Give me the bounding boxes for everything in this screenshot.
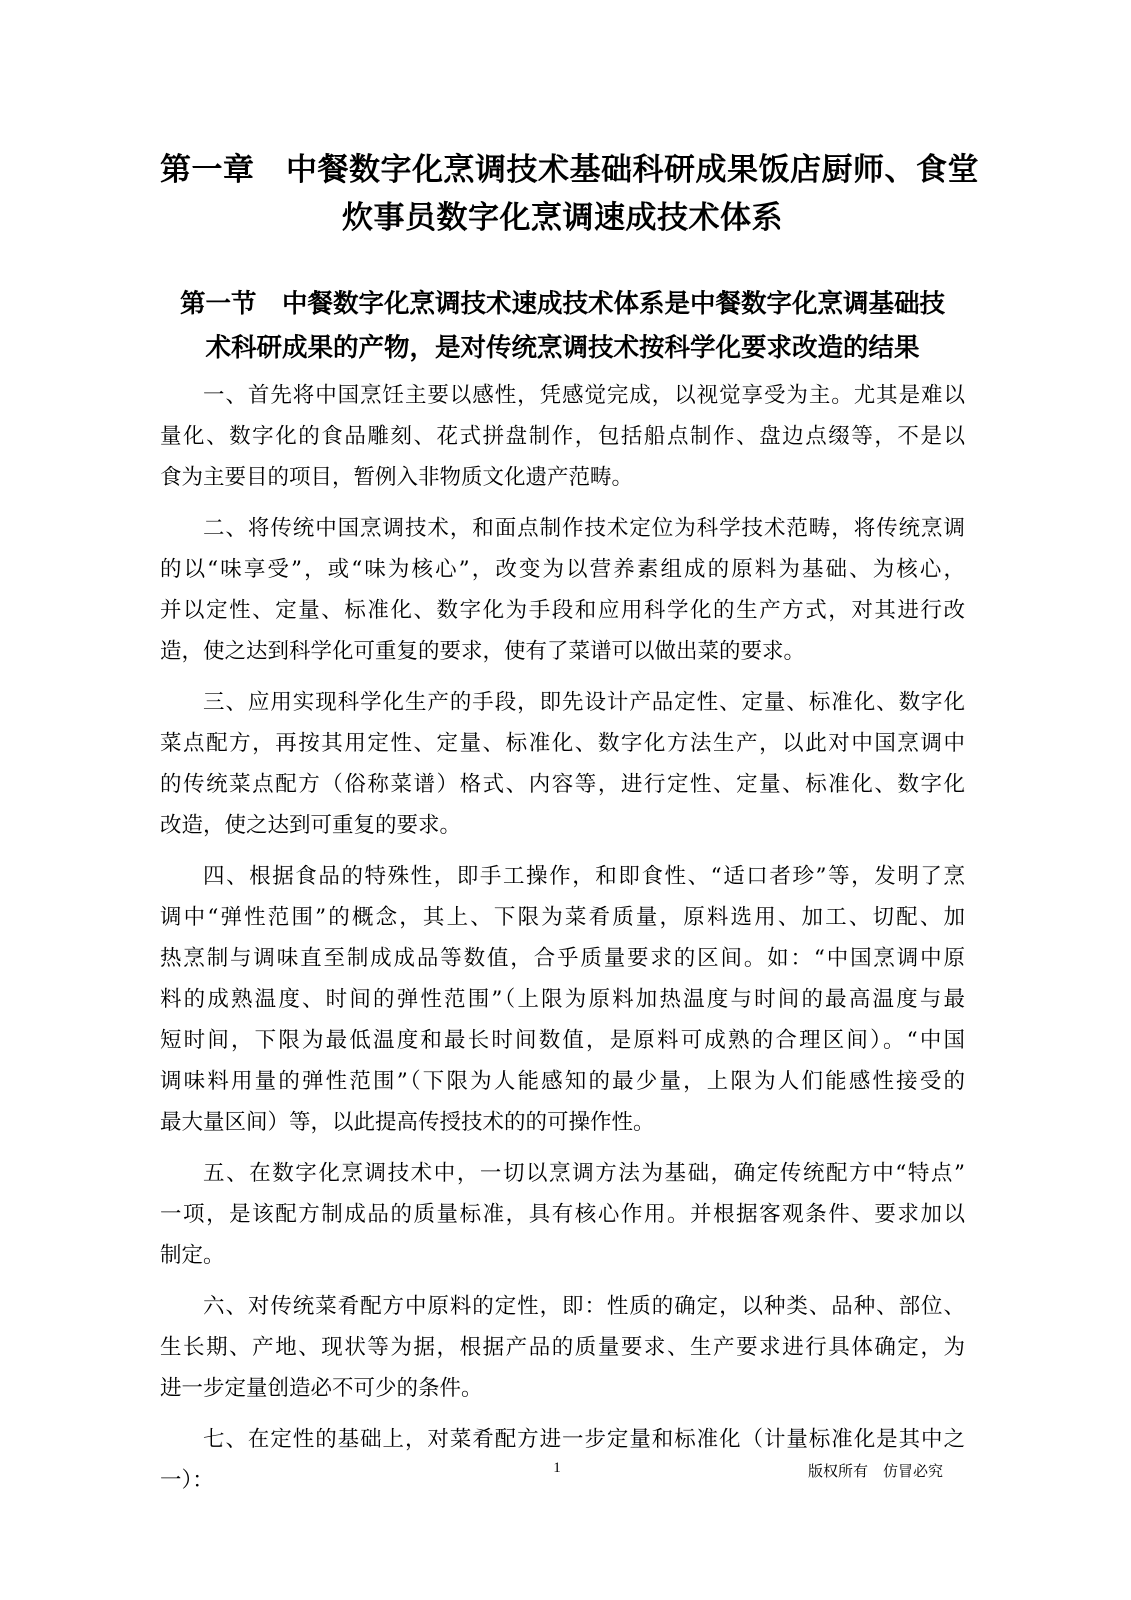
paragraph-line: 五、在数字化烹调技术中，一切以烹调方法为基础，确定传统配方中“特点” [203,1161,965,1186]
paragraph-line: 食为主要目的项目，暂例入非物质文化遗产范畴。 [160,465,634,490]
paragraph-line: 短时间，下限为最低温度和最长时间数值，是原料可成熟的合理区间）。“中国 [160,1028,965,1053]
paragraph [160,508,965,672]
page-number: 1 [553,1460,561,1476]
paragraph-line: 调味料用量的弹性范围”（下限为人能感知的最少量，上限为人们能感性接受的 [160,1069,965,1094]
paragraph-line: 进一步定量创造必不可少的条件。 [160,1376,483,1401]
paragraph-line: 的以“味享受”，或“味为核心”，改变为以营养素组成的原料为基础、为核心， [160,557,965,582]
paragraph [160,856,965,1143]
paragraph-line: 二、将传统中国烹调技术，和面点制作技术定位为科学技术范畴，将传统烹调 [203,516,965,541]
paragraph-line: 一项，是该配方制成品的质量标准，具有核心作用。并根据客观条件、要求加以 [160,1202,965,1227]
paragraph-line: 七、在定性的基础上，对菜肴配方进一步定量和标准化（计量标准化是其中之 [203,1427,965,1452]
paragraph-line: 最大量区间）等，以此提高传授技术的的可操作性。 [160,1110,655,1135]
paragraph [160,1286,965,1409]
paragraph-line: 菜点配方，再按其用定性、定量、标准化、数字化方法生产，以此对中国烹调中 [160,731,965,756]
section-title [160,282,965,370]
section-title-line: 第一节 中餐数字化烹调技术速成技术体系是中餐数字化烹调基础技 [179,289,945,319]
chapter-title-line: 第一章 中餐数字化烹调技术基础科研成果饭店厨师、食堂 [160,152,979,188]
paragraph-line: 的传统菜点配方（俗称菜谱）格式、内容等，进行定性、定量、标准化、数字化 [160,772,965,797]
paragraph-line: 料的成熟温度、时间的弹性范围”（上限为原料加热温度与时间的最高温度与最 [160,987,965,1012]
chapter-title [160,146,979,242]
paragraph-line: 调中“弹性范围”的概念，其上、下限为菜肴质量，原料选用、加工、切配、加 [160,905,965,930]
paragraph-line: 三、应用实现科学化生产的手段，即先设计产品定性、定量、标准化、数字化 [203,690,965,715]
copyright-notice: 版权所有 仿冒必究 [808,1462,944,1480]
paragraph [160,682,965,846]
document-body [160,375,965,1511]
paragraph-line: 一）： [160,1468,214,1493]
section-title-line: 术科研成果的产物，是对传统烹调技术按科学化要求改造的结果 [205,333,920,363]
chapter-title-line: 炊事员数字化烹调速成技术体系 [342,200,783,236]
paragraph-line: 四、根据食品的特殊性，即手工操作，和即食性、“适口者珍”等，发明了烹 [203,864,965,889]
paragraph-line: 热烹制与调味直至制成成品等数值，合乎质量要求的区间。如：“中国烹调中原 [160,946,965,971]
paragraph [160,1153,965,1276]
paragraph-line: 改造，使之达到可重复的要求。 [160,813,462,838]
paragraph-line: 并以定性、定量、标准化、数字化为手段和应用科学化的生产方式，对其进行改 [160,598,965,623]
paragraph-line: 制定。 [160,1243,225,1268]
paragraph-line: 量化、数字化的食品雕刻、花式拼盘制作，包括船点制作、盘边点缀等，不是以 [160,424,965,449]
paragraph-line: 六、对传统菜肴配方中原料的定性，即：性质的确定，以种类、品种、部位、 [203,1294,965,1319]
paragraph-line: 生长期、产地、现状等为据，根据产品的质量要求、生产要求进行具体确定，为 [160,1335,965,1360]
paragraph [160,375,965,498]
paragraph-line: 一、首先将中国烹饪主要以感性，凭感觉完成，以视觉享受为主。尤其是难以 [203,383,965,408]
paragraph-line: 造，使之达到科学化可重复的要求，使有了菜谱可以做出菜的要求。 [160,639,806,664]
